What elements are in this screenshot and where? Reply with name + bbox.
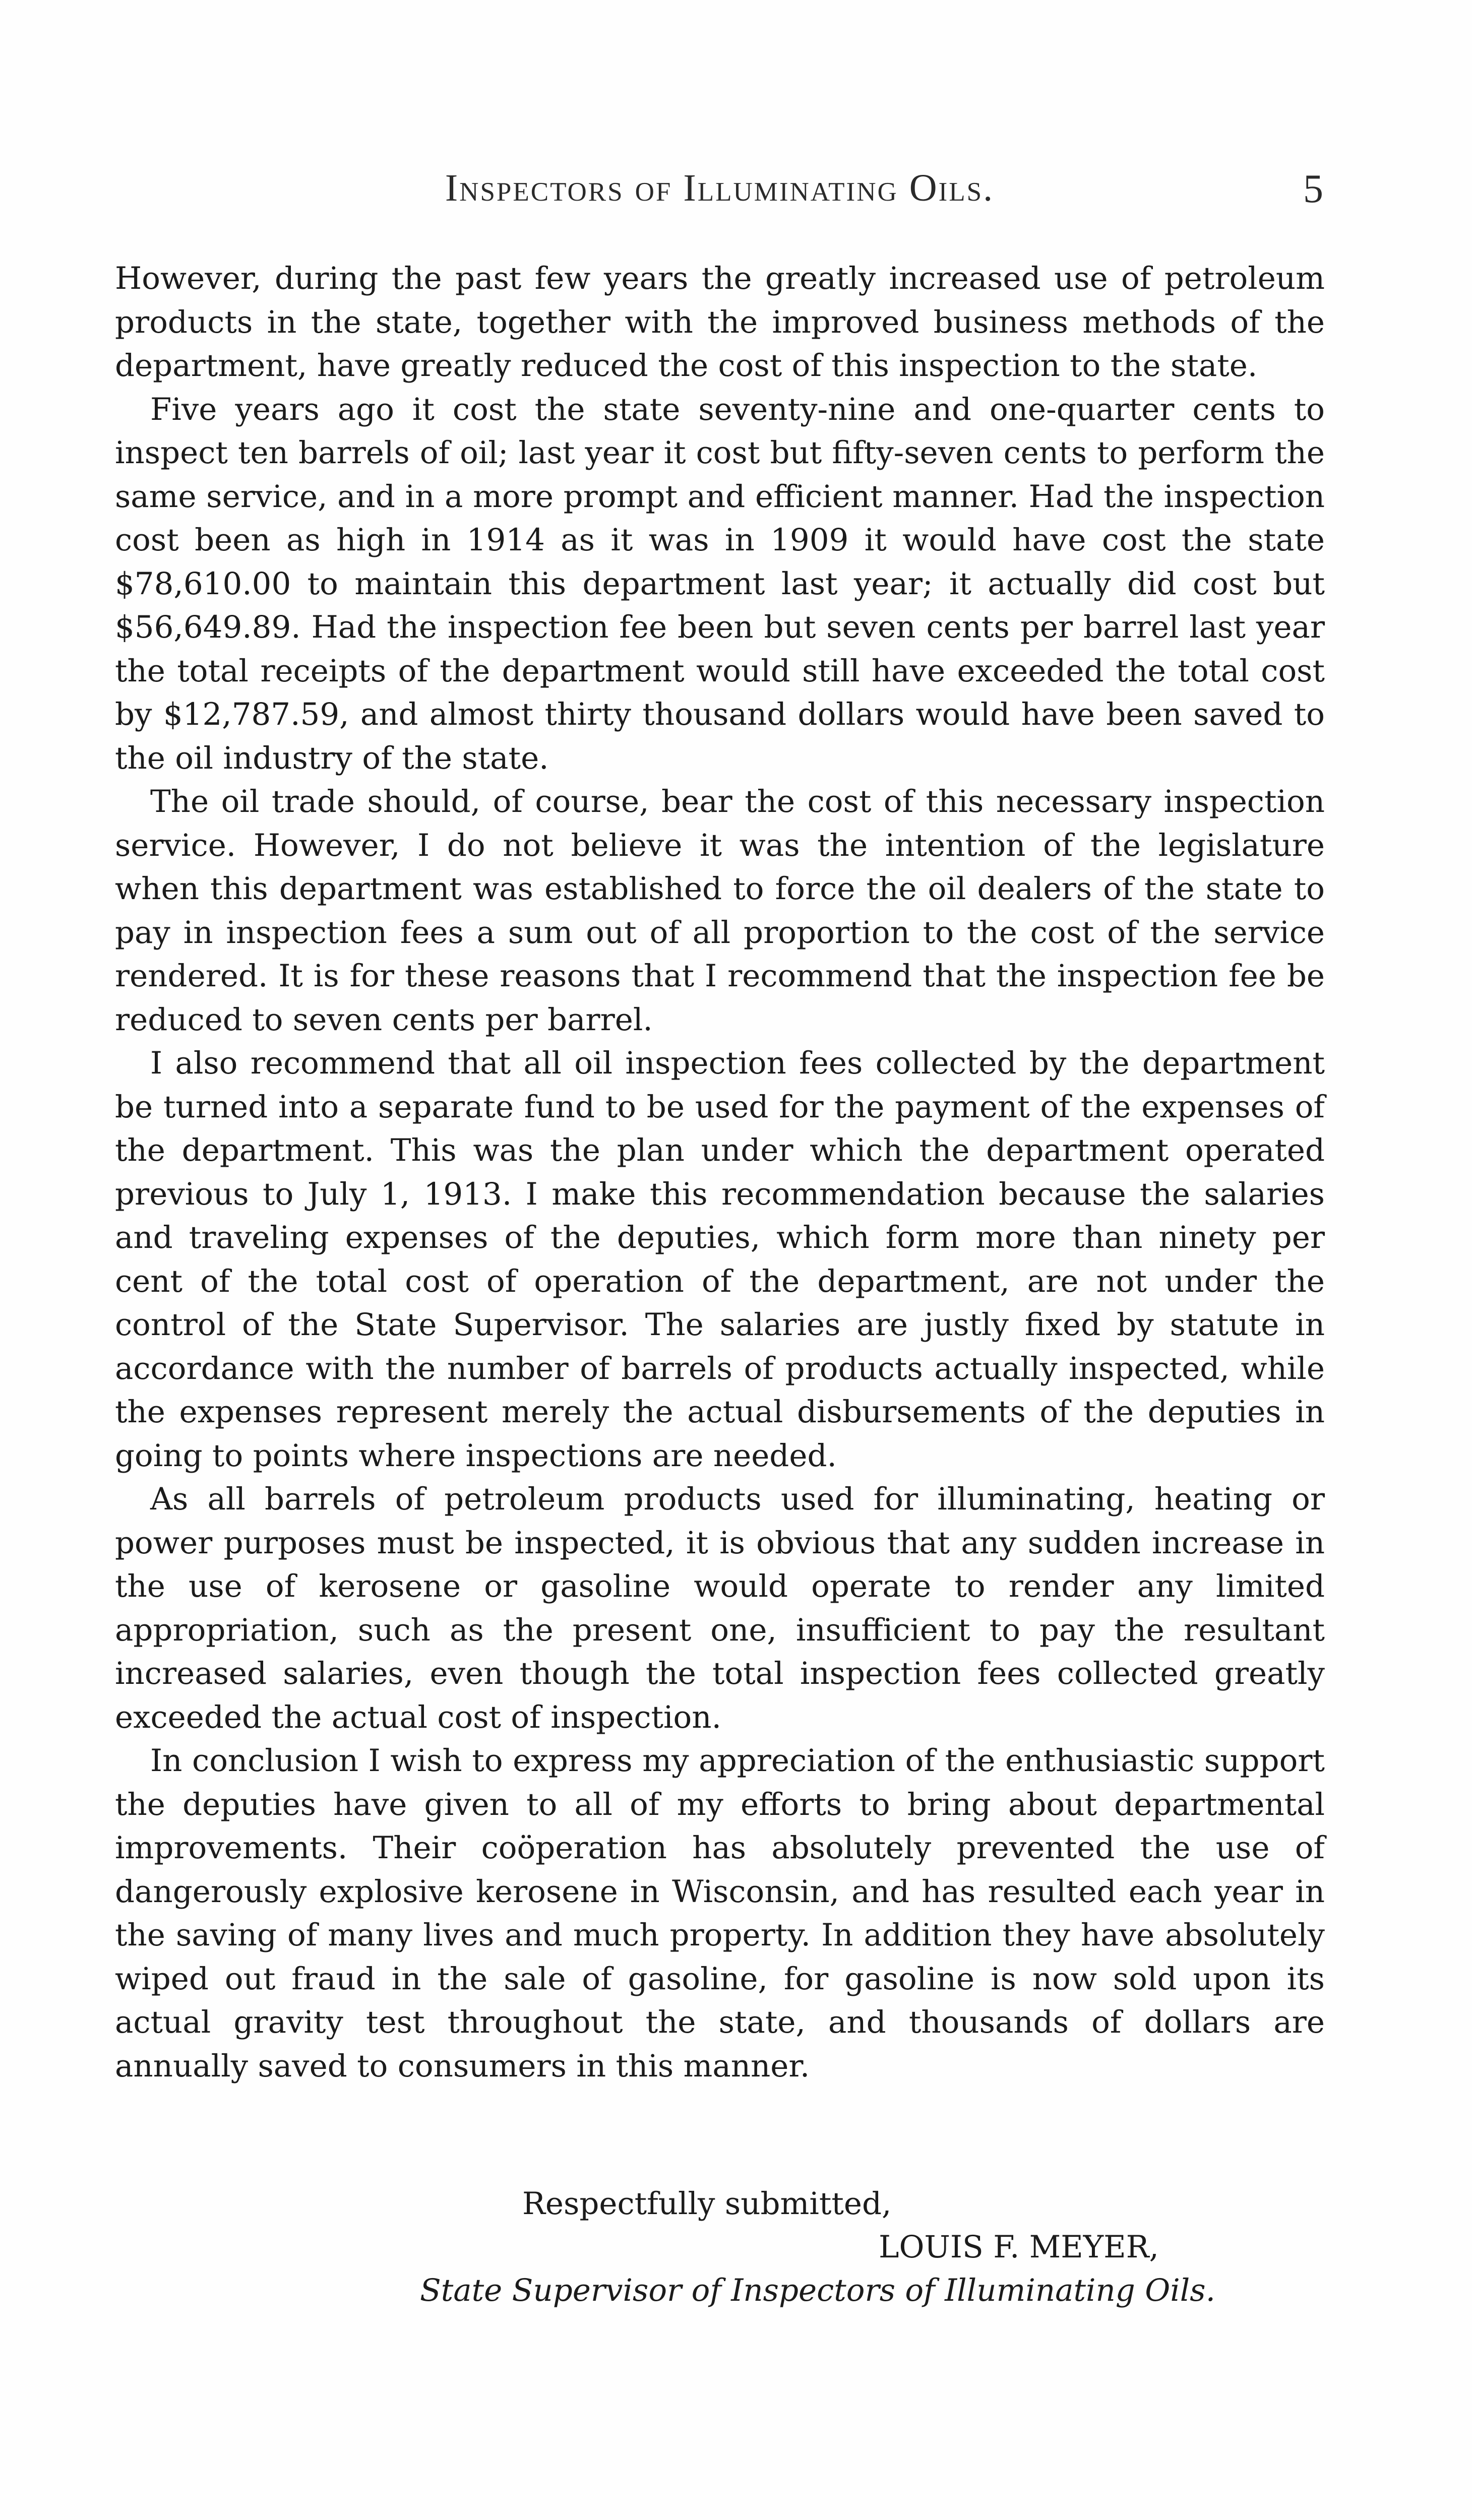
paragraph-3: The oil trade should, of course, bear the cost of this necessary inspection service. However, I do not believe it was the intention of the legislature when this department was established to force the oil dealers of the state to pay in inspection fees a sum out of all proportion to the cost of the service rendered. It is for these reasons that I recommend that the inspection fee be reduced to seven cents per barrel. [115,784,1325,1038]
body-text [115,257,1325,2088]
running-title: Inspectors of Illuminating Oils. [445,167,995,209]
page-number: 5 [1303,167,1323,211]
paragraph-6: In conclusion I wish to express my appreciation of the enthusiastic support the deputies have given to all of my efforts to bring about departmental improvements. Their coöperation has absolutely prevented the use of dangerously explosive kerosene in Wisconsin, and has resulted each year in the saving of many lives and much property. In addition they have absolutely wiped out fraud in the sale of gasoline, for gasoline is now sold upon its actual gravity test throughout the state, and thousands of dollars are annually saved to consumers in this manner. [115,1743,1325,2084]
paragraph-5: As all barrels of petroleum products used for illuminating, heating or power purposes must be inspected, it is obvious that any sudden increase in the use of kerosene or gasoline would operate to render any limited appropriation, such as the present one, insufficient to pay the resultant increased salaries, even though the total inspection fees collected greatly exceeded the actual cost of inspection. [115,1481,1325,1735]
paragraph-4: I also recommend that all oil inspection fees collected by the department be turned into a separate fund to be used for the payment of the expenses of the department. This was the plan under which the department operated previous to July 1, 1913. I make this recommendation because the salaries and traveling expenses of the deputies, which form more than ninety per cent of the total cost of operation of the department, are not under the control of the State Supervisor. The salaries are justly fixed by statute in accordance with the number of barrels of products actually inspected, while the expenses represent merely the actual disbursements of the deputies in going to points where inspections are needed. [115,1045,1325,1474]
running-head [116,166,1323,222]
paragraph-2: Five years ago it cost the state seventy-nine and one-quarter cents to inspect ten barrels of oil; last year it cost but fifty-seven cents to perform the same service, and in a more prompt and efficient manner. Had the inspection cost been as high in 1914 as it was in 1909 it would have cost the state $78,610.00 to maintain this department last year; it actually did cost but $56,649.89. Had the inspection fee been but seven cents per barrel last year the total receipts of the department would still have exceeded the total cost by $12,787.59, and almost thirty thousand dollars would have been saved to the oil industry of the state. [115,391,1325,776]
signature-title: State Supervisor of Inspectors of Illuminating Oils. [420,2273,1215,2308]
signature-closing: Respectfully submitted, [522,2186,892,2222]
paragraph-1: However, during the past few years the greatly increased use of petroleum products in the state, together with the improved business methods of the department, have greatly reduced the cost of this inspection to the state. [115,261,1325,384]
signature-block [115,2182,1325,2334]
signature-name: LOUIS F. MEYER, [879,2229,1159,2265]
